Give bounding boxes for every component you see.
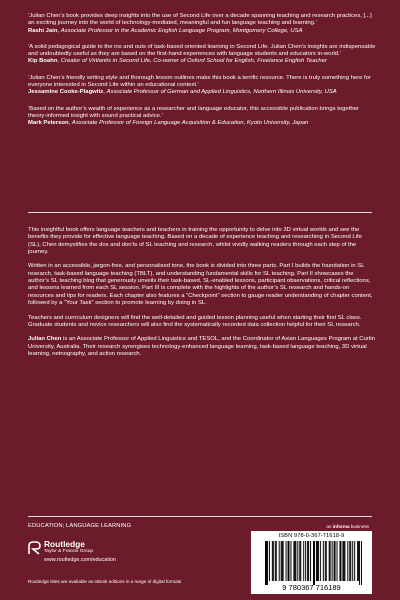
subject-category: EDUCATION; LANGUAGE LEARNING (28, 523, 132, 529)
barcode-bar (307, 541, 308, 581)
barcode-bar (318, 541, 319, 581)
endorsement (28, 106, 376, 128)
barcode-bar (297, 541, 298, 581)
barcode-bar (308, 541, 309, 581)
barcode-bar (352, 541, 353, 581)
barcode-digits: 9 780367 716189 (282, 582, 341, 592)
barcode-bar (347, 541, 348, 581)
barcode-icon (251, 531, 372, 594)
barcode-bar (330, 541, 331, 581)
endorsement-attribution: Kip Boahn, Creator of Virtlantis in Second Life, Co-owner of Oxford School for English, Freelance English Teacher (28, 58, 327, 65)
endorser-name: Kip Boahn (28, 58, 58, 65)
endorser-name: Jessamine Cooke-Plagwitz (28, 89, 104, 96)
endorser-role: Associate Professor in the Academic English Language Program, Montgomery College, USA (60, 27, 303, 34)
barcode-bar (344, 541, 345, 581)
barcode-bar (288, 541, 289, 581)
barcode-bar (283, 541, 284, 581)
endorsement-quote: ‘Julian Chen’s friendly writing style and thorough lesson outlines make this book a terrific resource. There is truly something here for everyone interested in Second Life within an educational context.’ (28, 74, 371, 89)
barcode-bar (269, 541, 270, 581)
publisher-group: Taylor & Francis Group (44, 549, 94, 554)
endorsement-attribution: Mark Peterson, Associate Professor of Foreign Language Acquisition & Education, Kyoto University, Japan (28, 120, 309, 127)
barcode-bar (303, 541, 304, 581)
endorser-role: Creator of Virtlantis in Second Life, Co-owner of Oxford School for English, Freelance English Teacher (60, 58, 327, 65)
endorser-name: Mark Peterson (28, 120, 69, 127)
barcode-bar (340, 541, 341, 581)
barcode-bar (279, 541, 280, 581)
barcode-bar (335, 541, 336, 581)
barcode-block (251, 524, 372, 594)
barcode-bar (295, 541, 296, 581)
publisher-url[interactable]: www.routledge.com/education (44, 556, 116, 563)
endorsement (28, 44, 376, 66)
barcode-bar (290, 541, 291, 581)
barcode-bar (267, 541, 268, 585)
barcode-bar (329, 541, 330, 581)
endorsements (28, 13, 376, 137)
barcode-bar (358, 541, 359, 581)
book-description (28, 227, 376, 366)
barcode-bar (300, 541, 301, 581)
barcode-bar (273, 541, 274, 581)
routledge-logo-icon (28, 541, 41, 555)
endorser-name: Rashi Jain (28, 27, 58, 34)
barcode-bar (305, 541, 306, 581)
author-name: Julian Chen (28, 336, 62, 343)
barcode-bar (334, 541, 335, 581)
barcode-bar (281, 541, 282, 581)
barcode-bars (251, 531, 372, 594)
barcode-bar (266, 541, 267, 585)
barcode-bar (265, 541, 266, 585)
divider (28, 212, 372, 213)
isbn-label: ISBN 978-0-367-71618-9 (278, 532, 345, 539)
barcode-bar (286, 541, 287, 581)
barcode-bar (343, 541, 344, 581)
description-paragraph: This insightful book offers language teachers and teachers in training the opportunity to delve into 3D virtual worlds and see the benefits they provide for effective language teaching. Based on a decade of experience teaching and researching in Second Life (SL), Chen demystifies the dos and don’ts of SL teaching and research, whilst vividly walking readers through each step of the journey. (28, 227, 362, 255)
endorsement-attribution: Rashi Jain, Associate Professor in the Academic English Language Program, Montgomery College, USA (28, 27, 303, 34)
ebook-note: Routledge titles are available as eBook editions in a range of digital formats (28, 579, 182, 584)
barcode-bar (294, 541, 295, 581)
barcode-bar (326, 541, 327, 581)
endorsement-attribution: Jessamine Cooke-Plagwitz, Associate Professor of German and Applied Linguistics, Northern Illinois University, USA (28, 89, 337, 96)
barcode-bar (317, 541, 318, 581)
endorser-role: Associate Professor of German and Applied Linguistics, Northern Illinois University, USA (106, 89, 337, 96)
barcode-bar (354, 541, 355, 581)
barcode-bar (337, 541, 338, 581)
barcode-bar (314, 541, 315, 585)
endorser-role: Associate Professor of Foreign Language Acquisition & Education, Kyoto University, Japan (71, 120, 309, 127)
barcode-bar (325, 541, 326, 581)
barcode-bar (289, 541, 290, 581)
barcode-bar (359, 541, 360, 585)
publisher-block (28, 540, 116, 564)
description-paragraph: Written in an accessible, jargon-free, and personalised tone, the book is divided into three parts. Part I builds the foundation in SL research, task-based language teaching (TBLT), and understanding fundamental skills for SL teaching. Part II showcases the author’s SL teaching blog that generously unveils their task-based, SL-enabled lessons, participant observations, critical reflections, and lessons learned from each SL session. Part III is complete with the highlights of the author’s SL research and hands-on resources and tips for readers. Each chapter also features a “Checkpoint” section to gauge reader understanding of chapter content, followed by a “Your Task” section to promote learning by doing in SL. (28, 263, 373, 306)
barcode-bar (350, 541, 351, 581)
endorsement-quote: ‘Julian Chen’s book provides deep insights into the use of Second Life over a decade spanning teaching and research practices, [...] an exciting journey into the world of technology-mediated, meaningful and fun language teaching and learning.’ (28, 13, 372, 27)
barcode-bar (339, 541, 340, 581)
endorsement (28, 75, 376, 97)
barcode-bar (272, 541, 273, 581)
barcode-bar (361, 541, 362, 585)
author-bio (28, 336, 376, 358)
barcode-bar (310, 541, 311, 581)
informa-imprint: an informa business (326, 524, 369, 529)
barcode-bar (313, 541, 314, 585)
barcode-bar (332, 541, 333, 581)
author-bio-text: is an Associate Professor of Applied Linguistics and TESOL, and the Coordinator of Asian Languages Program at Curtin University, Australia. Their research synergises technology-enhanced language learning, task-based language teaching, 3D virtual learning, netnography, and action research. (28, 336, 375, 358)
barcode-bar (342, 541, 343, 581)
endorsement (28, 13, 376, 35)
barcode-bar (349, 541, 350, 581)
endorsement-quote: ‘Based on the author’s wealth of experience as a researcher and language educator, this accessible publication brings together theory-informed insight with sound practical advice.’ (28, 105, 359, 119)
barcode-bar (357, 541, 358, 581)
barcode-bar (276, 541, 277, 581)
publisher-name: Routledge (44, 539, 85, 549)
barcode-bar (316, 541, 317, 581)
divider (28, 516, 372, 517)
endorsement-quote: ‘A solid pedagogical guide to the ins and outs of task-based oriented learning in Second Life. Julian Chen’s insights are indispensable and undoubtedly useful as they are based on the first-hand experiences with language students and educators in-world.’ (28, 43, 376, 58)
description-paragraph: Teachers and curriculum designers will find the well-detailed and guided lesson planning useful when starting their first SL class. Graduate students and novice researchers will also find the systematically recorded data collection helpful for their SL research. (28, 314, 362, 328)
barcode-bar (293, 541, 294, 581)
barcode-bar (299, 541, 300, 581)
barcode-bar (275, 541, 276, 581)
barcode-bar (323, 541, 324, 581)
barcode-bar (320, 541, 321, 581)
barcode-bar (282, 541, 283, 581)
informa-brand: informa (332, 524, 350, 529)
